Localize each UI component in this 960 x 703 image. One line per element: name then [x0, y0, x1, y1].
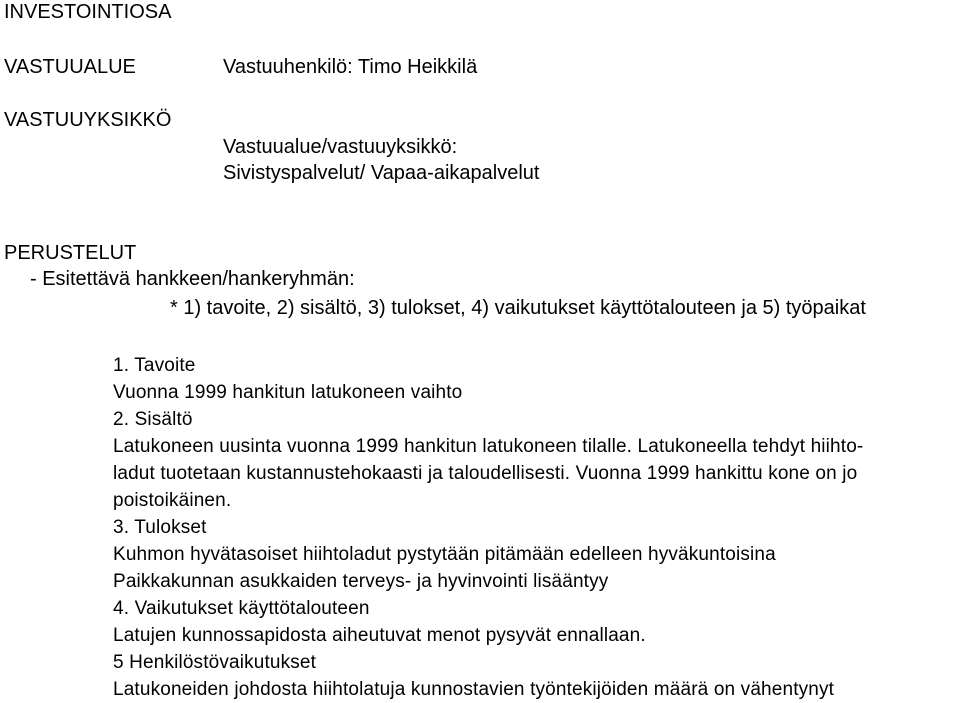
responsible-person: Vastuuhenkilö: Timo Heikkilä	[223, 56, 478, 78]
results-heading: 3. Tulokset	[113, 517, 207, 538]
results-line-1: Kuhmon hyvätasoiset hiihtoladut pystytään pitämään edelleen hyväkuntoisina	[113, 544, 776, 565]
content-line-3: poistoikäinen.	[113, 490, 232, 511]
impact-text: Latujen kunnossapidosta aiheutuvat menot pysyvät ennallaan.	[113, 625, 646, 646]
responsibility-unit-heading: Vastuualue/vastuuyksikkö:	[223, 136, 458, 158]
content-heading: 2. Sisältö	[113, 409, 193, 430]
staff-text: Latukoneiden johdosta hiihtolatuja kunnostavien työntekijöiden määrä on vähentynyt	[113, 679, 835, 700]
responsibility-unit-value: Sivistyspalvelut/ Vapaa-aikapalvelut	[223, 162, 540, 184]
responsibility-area-label: VASTUUALUE	[4, 56, 136, 78]
perustelut-criteria: * 1) tavoite, 2) sisältö, 3) tulokset, 4) vaikutukset käyttötalouteen ja 5) työpaikat	[170, 297, 866, 319]
impact-heading: 4. Vaikutukset käyttötalouteen	[113, 598, 370, 619]
perustelut-intro: - Esitettävä hankkeen/hankeryhmän:	[30, 268, 355, 290]
perustelut-heading: PERUSTELUT	[4, 242, 137, 264]
results-line-2: Paikkakunnan asukkaiden terveys- ja hyvinvointi lisääntyy	[113, 571, 609, 592]
goal-text: Vuonna 1999 hankitun latukoneen vaihto	[113, 382, 463, 403]
staff-heading: 5 Henkilöstövaikutukset	[113, 652, 317, 673]
document-title: INVESTOINTIOSA	[4, 1, 172, 23]
content-line-2: ladut tuotetaan kustannustehokaasti ja taloudellisesti. Vuonna 1999 hankittu kone on jo	[113, 463, 858, 484]
responsibility-unit-label: VASTUUYKSIKKÖ	[4, 109, 172, 131]
content-line-1: Latukoneen uusinta vuonna 1999 hankitun latukoneen tilalle. Latukoneella tehdyt hiihto-	[113, 436, 864, 457]
goal-heading: 1. Tavoite	[113, 355, 196, 376]
